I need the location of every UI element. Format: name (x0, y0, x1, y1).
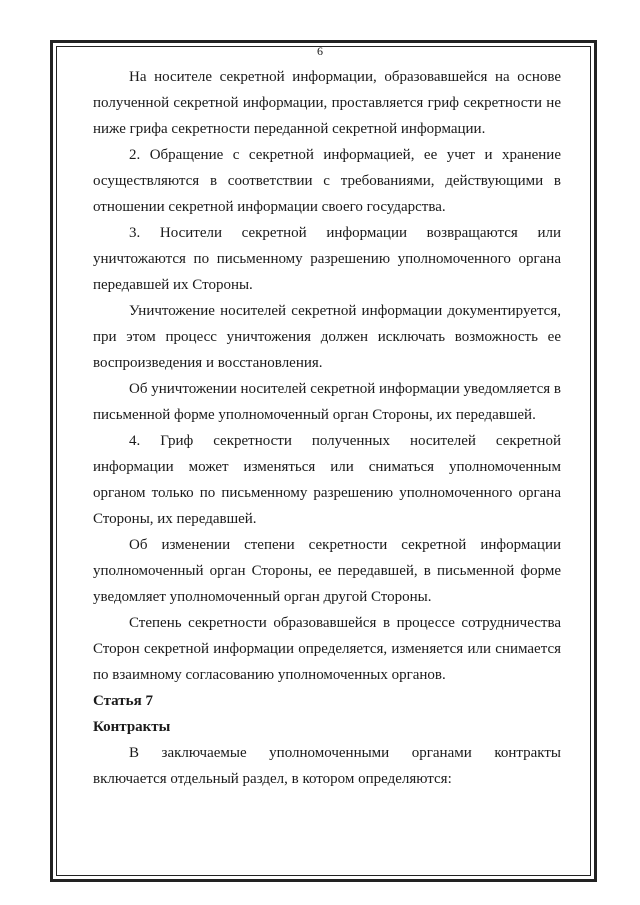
paragraph: Уничтожение носителей секретной информации документируется, при этом процесс уничтожения должен исключать возможность ее воспроизведения и восстановления. (93, 303, 561, 371)
page-number: 6 (317, 44, 323, 58)
paragraph: 2. Обращение с секретной информацией, ее учет и хранение осуществляются в соответствии с требованиями, действующими в отношении секретной информации своего государства. (93, 147, 561, 215)
paragraph: Степень секретности образовавшейся в процессе сотрудничества Сторон секретной информации определяется, изменяется или снимается по взаимному согласованию уполномоченных органов. (93, 615, 561, 683)
paragraph: На носителе секретной информации, образовавшейся на основе полученной секретной информации, проставляется гриф секретности не ниже грифа секретности переданной секретной информации. (93, 69, 561, 137)
article-number: Статья 7 (93, 693, 153, 709)
paragraph: 3. Носители секретной информации возвращаются или уничтожаются по письменному разрешению уполномоченного органа передавшей их Стороны. (93, 225, 561, 293)
article-title: Контракты (93, 719, 171, 735)
document-body (93, 64, 561, 792)
paragraph: В заключаемые уполномоченными органами контракты включается отдельный раздел, в котором определяются: (93, 745, 561, 787)
paragraph: 4. Гриф секретности полученных носителей секретной информации может изменяться или сниматься уполномоченным органом только по письменному разрешению уполномоченного органа Стороны, их передавшей. (93, 433, 561, 527)
paragraph: Об уничтожении носителей секретной информации уведомляется в письменной форме уполномоченный орган Стороны, их передавшей. (93, 381, 561, 423)
paragraph: Об изменении степени секретности секретной информации уполномоченный орган Стороны, ее передавшей, в письменной форме уведомляет уполномоченный орган другой Стороны. (93, 537, 561, 605)
